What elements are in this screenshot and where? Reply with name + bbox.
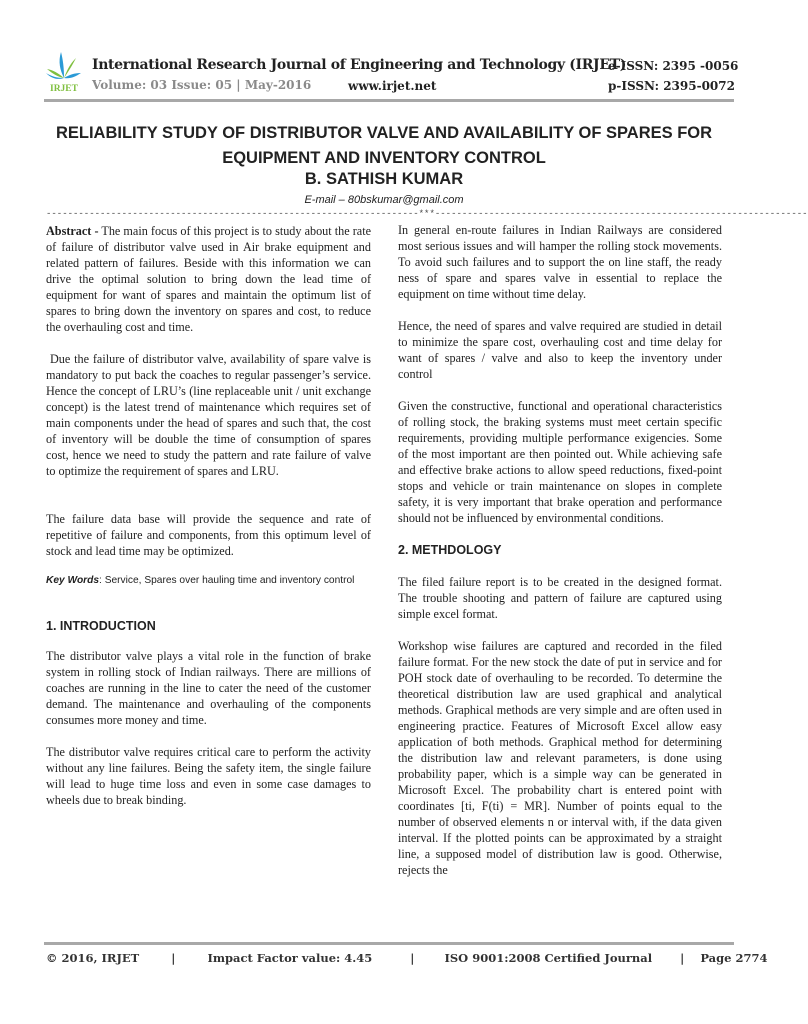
- right-column: [398, 222, 722, 878]
- page-footer: [46, 951, 768, 965]
- footer-page-number: Page 2774: [700, 951, 768, 965]
- abstract-paragraph-2: Due the failure of distributor valve, availability of spare valve is mandatory to put back the coaches to regular passenger’s service. Hence the concept of LRU’s (line replaceable unit / unit exchange concept) is the latest trend of maintenance which requires set of main components under the head of spares and such that, the cost of inventory will be double the time of consumption of spares cost, hence we need to study the pattern and rate failure of valve to optimize the requirement of spares and LRU.: [46, 352, 371, 478]
- introduction-paragraph-2: The distributor valve requires critical care to perform the activity without any line failures. Being the safety item, the single failure will lead to huge time loss and even in some case damages to wheels due to break binding.: [46, 745, 371, 807]
- author-name: B. SATHISH KUMAR: [304, 170, 464, 188]
- header-rule: [44, 99, 734, 102]
- introduction-paragraph-1: The distributor valve plays a vital role in the function of brake system in rolling stock of Indian railways. There are millions of coaches are running in the line to cater the need of the customer demand. The maintenance and overhauling of the components consumes more money and time.: [46, 649, 371, 727]
- methodology-paragraph-1: The filed failure report is to be created in the designed format. The trouble shooting and pattern of failure are captured using simple excel format.: [398, 575, 722, 621]
- e-issn: e-ISSN: 2395 -0056: [608, 59, 739, 73]
- footer-divider: |: [680, 951, 685, 965]
- p-issn: p-ISSN: 2395-0072: [608, 79, 735, 93]
- section-separator: ---------------------------------------------------------------------***---------------------------------------------------------------------: [46, 209, 808, 219]
- title-line-2: EQUIPMENT AND INVENTORY CONTROL: [222, 149, 546, 167]
- keywords-text: : Service, Spares over hauling time and inventory control: [99, 575, 355, 586]
- footer-divider: |: [410, 951, 415, 965]
- journal-name: International Research Journal of Engineering and Technology (IRJET): [92, 57, 626, 73]
- right-paragraph-1: In general en-route failures in Indian Railways are considered most serious issues and will hamper the rolling stock movements. To avoid such failures and to support the on line staff, the ready ness of spare and spares valve in essential to replace the equipment on time without time delay.: [398, 223, 722, 301]
- abstract-paragraph-3: The failure data base will provide the sequence and rate of repetitive of failure and components, from this optimum level of stock and lead time may be optimized.: [46, 512, 371, 558]
- footer-iso: ISO 9001:2008 Certified Journal: [444, 951, 653, 965]
- journal-website: www.irjet.net: [348, 79, 437, 93]
- irjet-logo: [44, 48, 84, 94]
- footer-impact-factor: Impact Factor value: 4.45: [207, 951, 373, 965]
- footer-divider: |: [171, 951, 176, 965]
- footer-copyright: © 2016, IRJET: [46, 951, 140, 965]
- left-column: [46, 223, 371, 808]
- abstract: [46, 223, 371, 335]
- journal-header: [44, 48, 739, 98]
- paper-title: [40, 121, 728, 171]
- keywords-label: Key Words: [46, 575, 100, 586]
- title-line-1: RELIABILITY STUDY OF DISTRIBUTOR VALVE AND AVAILABILITY OF SPARES FOR: [55, 124, 713, 142]
- methodology-heading: 2. METHDOLOGY: [398, 543, 502, 557]
- abstract-text: The main focus of this project is to study about the rate of failure of distributor valve used in Air brake equipment and related pattern of failures. Beside with this information we can drive the optimal solution to bring down the lead time of equipment for want of spares and maintain the optimum list of spares to bring down the inventory on spares and cost, to reduce the overhauling cost and time.: [46, 224, 371, 334]
- right-paragraph-3: Given the constructive, functional and operational characteristics of rolling stock, the braking systems must meet certain specific requirements, providing multiple performance exigencies. Some of the most important are then pointed out. While achieving safe and effective brake actions to allow speed reductions, fixed-point stops and vehicle or train maintenance on slopes in complete safety, it is very important that brake operation and performance should not be influenced by environmental conditions.: [398, 399, 722, 525]
- footer-rule: [44, 942, 734, 945]
- keywords: [46, 573, 371, 588]
- right-paragraph-2: Hence, the need of spares and valve required are studied in detail to minimize the spare cost, overhauling cost and time delay for want of spares / valve and also to keep the inventory under control: [398, 319, 722, 381]
- methodology-paragraph-2: Workshop wise failures are captured and recorded in the filed failure format. For the new stock the date of put in service and for POH stock date of overhauling to be recorded. To determine the theoretical distribution law are used graphical and analytical methods. Graphical methods are very simple and are often used in engineering practice. Features of Microsoft Excel allow easy application of both methods. Graphical method for determining the distribution law and relevant parameters, is done using probability paper, which is a simple way can be generated in Microsoft Excel. The probability chart is entered point with coordinates [ti, F(ti) = MR]. Number of points equal to the number of observed elements n or interval with, if the data given interval. If the plotted points can be approximated by a straight line, a supposed model of distribution law is good. Otherwise, rejects the: [398, 639, 722, 877]
- logo-text: IRJET: [50, 84, 78, 94]
- author-email: E-mail – 80bskumar@gmail.com: [304, 194, 464, 206]
- volume-issue: Volume: 03 Issue: 05 | May-2016: [92, 78, 312, 92]
- introduction-heading: 1. INTRODUCTION: [46, 619, 156, 633]
- abstract-label: Abstract -: [46, 224, 99, 238]
